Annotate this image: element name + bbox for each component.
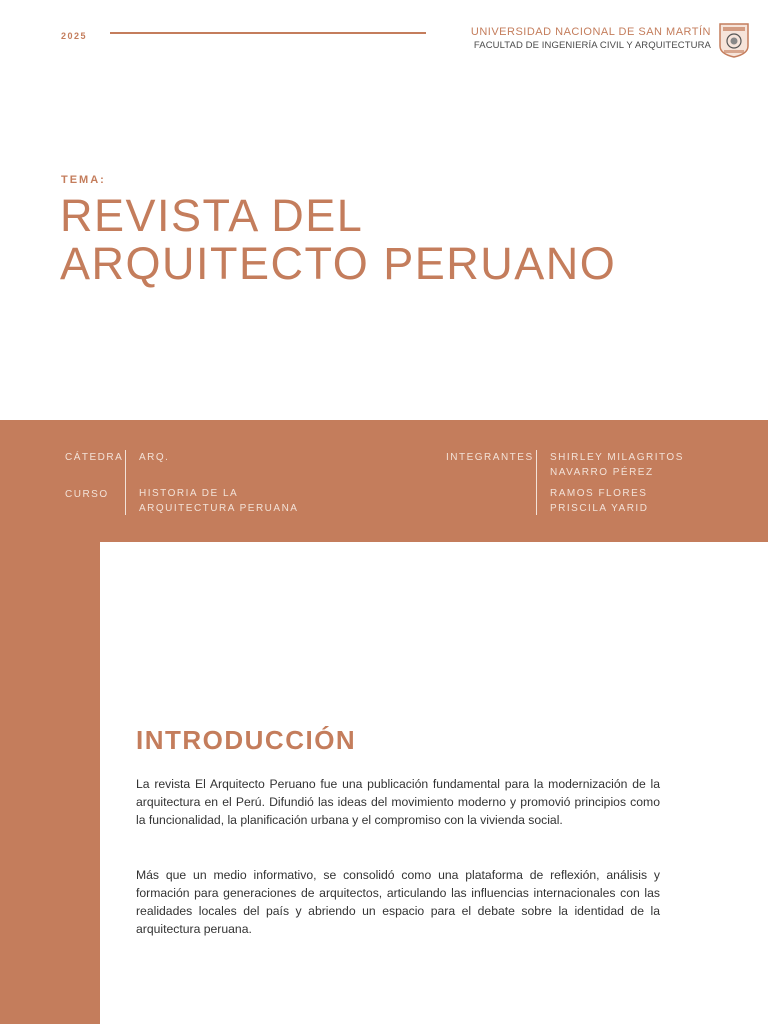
curso-label: CURSO — [65, 489, 109, 500]
curso-value-line-1: HISTORIA DE LA — [139, 488, 239, 499]
curso-value-line-2: ARQUITECTURA PERUANA — [139, 503, 299, 514]
theme-label: TEMA: — [61, 174, 106, 186]
intro-heading: INTRODUCCIÓN — [136, 725, 357, 755]
catedra-value: ARQ. — [139, 452, 170, 463]
catedra-label: CÁTEDRA — [65, 452, 124, 463]
university-seal-icon — [718, 22, 750, 58]
year-label: 2025 — [61, 31, 88, 41]
member-1-line-2: NAVARRO PÉREZ — [550, 467, 654, 478]
info-band — [0, 420, 768, 542]
header-rule — [110, 32, 426, 34]
integrantes-label: INTEGRANTES — [446, 452, 534, 463]
left-accent-bar — [0, 542, 100, 1024]
member-2-line-2: PRISCILA YARID — [550, 503, 649, 514]
university-block — [471, 26, 711, 53]
title-line-1: REVISTA DEL — [60, 190, 364, 241]
info-divider-right — [536, 450, 537, 515]
member-2-line-1: RAMOS FLORES — [550, 488, 648, 499]
university-name: UNIVERSIDAD NACIONAL DE SAN MARTÍN — [470, 26, 711, 38]
member-2 — [550, 486, 648, 516]
intro-paragraph-1: La revista El Arquitecto Peruano fue una publicación fundamental para la modernización de la arquitectura en el Perú. Difundió las ideas del movimiento moderno y promovió principios como la funcionalidad, la planificación urbana y el compromiso con la vivienda social. — [136, 777, 660, 827]
info-divider-left — [125, 450, 126, 515]
page-title — [60, 192, 616, 288]
intro-paragraph-2: Más que un medio informativo, se consolidó como una plataforma de reflexión, análisis y formación para generaciones de arquitectos, articulando las influencias internacionales con las realidades locales del país y abriendo un espacio para el debate sobre la identidad de la arquitectura peruana. — [136, 868, 660, 936]
member-1-line-1: SHIRLEY MILAGRITOS — [550, 452, 684, 463]
title-line-2: ARQUITECTO PERUANO — [60, 238, 617, 289]
curso-value — [139, 486, 298, 516]
faculty-name: FACULTAD DE INGENIERÍA CIVIL Y ARQUITECTURA — [473, 40, 711, 51]
member-1 — [550, 450, 684, 480]
